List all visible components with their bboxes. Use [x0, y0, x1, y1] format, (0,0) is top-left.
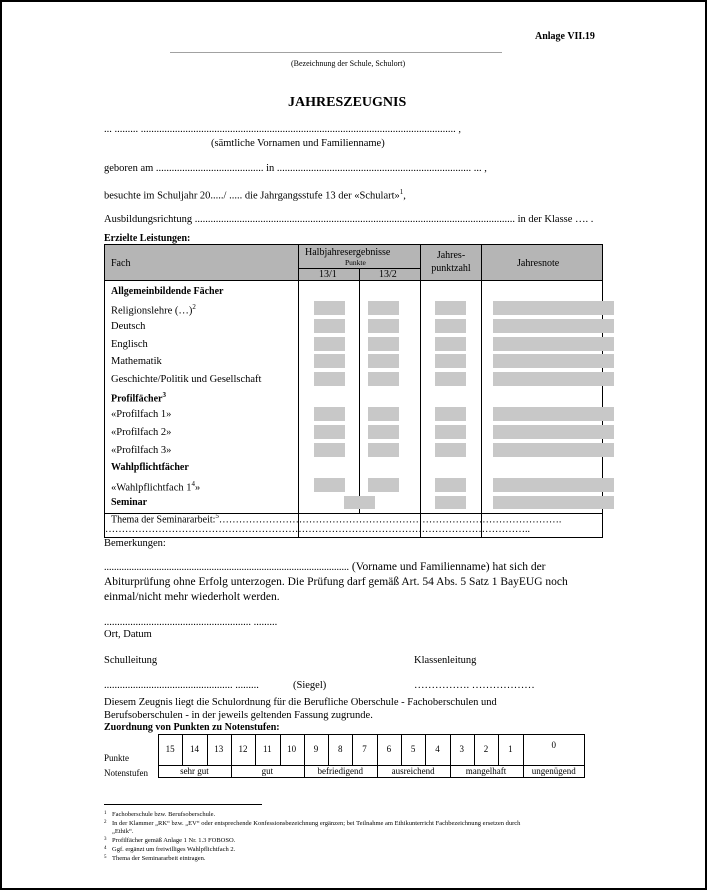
row-heading: Allgemeinbildende Fächer — [111, 286, 224, 297]
grade-field[interactable] — [314, 443, 345, 457]
col-halfyear-header: Halbjahresergebnisse — [305, 247, 391, 258]
mapping-divider — [425, 734, 426, 765]
grade-field[interactable] — [493, 301, 614, 315]
mapping-divider — [304, 734, 305, 765]
grade-field[interactable] — [314, 301, 345, 315]
footnote — [104, 811, 215, 818]
page-title: JAHRESZEUGNIS — [288, 95, 407, 110]
footnote-ref-3: 3 — [162, 391, 166, 399]
footnote — [104, 820, 520, 827]
points-cell: 12 — [238, 744, 248, 754]
grade-field[interactable] — [493, 337, 614, 351]
seminar-field[interactable] — [435, 496, 466, 509]
row-heading — [111, 391, 166, 404]
points-cell: 8 — [337, 744, 343, 754]
grade-field[interactable] — [493, 372, 614, 386]
principal-dots: ................................................. ......... — [104, 680, 259, 691]
mapping-divider — [328, 734, 329, 765]
grade-field[interactable] — [314, 337, 345, 351]
row-subject — [111, 480, 200, 494]
footnote-text: Thema der Seminararbeit eintragen. — [112, 854, 206, 862]
col-divider — [420, 245, 421, 537]
seminar-theme-dots: …………………………………………………………………………………………. — [218, 514, 562, 526]
grade-field[interactable] — [493, 354, 614, 368]
failure-name-dots: .................................................................................................. — [104, 562, 349, 573]
col-divider — [298, 245, 299, 537]
basis-line-1: Diesem Zeugnis liegt die Schulordnung für die Berufliche Oberschule - Fachoberschulen und — [104, 697, 497, 708]
grade-field[interactable] — [435, 301, 466, 315]
footnote — [104, 855, 206, 862]
grade-field[interactable] — [435, 337, 466, 351]
footnote-rule — [104, 804, 262, 805]
place-date-dots: ........................................................ ......... — [104, 617, 278, 628]
footnote-ref-4: 4 — [191, 480, 195, 488]
row-heading: Seminar — [111, 497, 148, 508]
points-cell: 4 — [435, 744, 440, 754]
points-cell: 7 — [362, 744, 367, 754]
seminar-theme-dots-2: ……………………………………………………………………………………………………………….. — [105, 524, 530, 535]
points-cell: 13 — [214, 744, 224, 754]
points-cell: 3 — [459, 744, 464, 754]
footnote-text: Ggf. ergänzt um freiwilliges Wahlpflichtfach 2. — [112, 845, 236, 853]
footnote-ref-1: 1 — [399, 188, 404, 196]
results-table — [104, 244, 603, 538]
mapping-divider — [280, 734, 281, 765]
grade-field[interactable] — [314, 354, 345, 368]
seminar-theme-label: Thema der Seminararbeit: — [111, 514, 216, 526]
mapping-divider — [450, 734, 451, 765]
footnote — [104, 846, 235, 853]
grade-field[interactable] — [435, 319, 466, 333]
points-cell: 9 — [313, 744, 319, 754]
grade-field[interactable] — [368, 319, 399, 333]
seminar-field[interactable] — [493, 496, 614, 509]
footnote-ref-2: 2 — [192, 303, 196, 311]
born-line: geboren am ......................................... in .......................................................................... ... , — [104, 163, 487, 174]
grade-cell: gut — [261, 766, 274, 776]
mapping-divider — [207, 734, 208, 765]
grade-field[interactable] — [435, 354, 466, 368]
name-caption: (sämtliche Vornamen und Familienname) — [211, 138, 385, 149]
grade-field[interactable] — [314, 478, 345, 492]
grade-field[interactable] — [368, 478, 399, 492]
remarks-label: Bemerkungen: — [104, 538, 166, 549]
grade-field[interactable] — [368, 337, 399, 351]
grade-field[interactable] — [493, 425, 614, 439]
grade-cell: sehr gut — [180, 766, 209, 776]
row-subject — [111, 303, 196, 317]
footnote-text: In der Klammer „RK“ bzw. „EV“ oder entsprechende Konfessionsbezeichnung ergänzen; bei Teilnahme am Ethikunterricht Fachbezeichnung ersetzen durch — [112, 819, 521, 827]
grade-field[interactable] — [368, 443, 399, 457]
school-dots: ...................................................................................................................................................................... — [170, 46, 502, 55]
principal-label: Schulleitung — [104, 655, 158, 666]
grade-field[interactable] — [435, 425, 466, 439]
grade-field[interactable] — [314, 407, 345, 421]
school-caption: (Bezeichnung der Schule, Schulort) — [291, 59, 406, 68]
mapping-table — [158, 734, 585, 778]
failure-line-3: einmal/nicht mehr wiederholt werden. — [104, 591, 280, 603]
grade-field[interactable] — [435, 407, 466, 421]
row-subject: Deutsch — [111, 321, 146, 332]
grade-cell: mangelhaft — [465, 766, 507, 776]
mapping-divider — [255, 734, 256, 765]
mapping-divider — [450, 765, 451, 778]
footnote-text: „Ethik“. — [112, 828, 134, 836]
grade-field[interactable] — [368, 372, 399, 386]
grade-cell: ausreichend — [391, 766, 435, 776]
points-cell: 11 — [263, 744, 272, 754]
mapping-divider — [474, 734, 475, 765]
annex-label: Anlage VII.19 — [535, 31, 595, 42]
mapping-divider — [498, 734, 499, 765]
col-subject-header: Fach — [111, 258, 131, 269]
grade-field[interactable] — [493, 443, 614, 457]
col-divider — [481, 245, 482, 537]
mapping-divider — [352, 734, 353, 765]
class-teacher-dots: ……………. ……………… — [414, 680, 535, 691]
mapping-divider — [401, 734, 402, 765]
class-teacher-label: Klassenleitung — [414, 655, 477, 666]
grade-field[interactable] — [493, 407, 614, 421]
row-subject: «Profilfach 2» — [111, 427, 172, 438]
mapping-divider — [231, 765, 232, 778]
direction-line: Ausbildungsrichtung .......................................................................................................................... in der Klasse …. . — [104, 214, 594, 225]
footnote-number: 5 — [104, 854, 107, 860]
footnote — [104, 828, 133, 835]
grade-field[interactable] — [435, 372, 466, 386]
points-cell: 15 — [165, 744, 175, 754]
col-divider — [359, 268, 360, 513]
attended-line — [104, 188, 406, 202]
mapping-grades-label: Notenstufen — [104, 768, 148, 778]
col-yearpoints-header: Jahres- punktzahl — [431, 250, 471, 274]
col-132-header: 13/2 — [379, 269, 397, 280]
grade-field[interactable] — [314, 372, 345, 386]
failure-line-1 — [104, 561, 546, 573]
grade-field[interactable] — [435, 443, 466, 457]
name-line: ... ......... ........................................................................................................................ , — [104, 124, 461, 135]
mapping-divider — [377, 734, 378, 765]
footnote-number: 2 — [104, 819, 107, 825]
col-points-header: Punkte — [345, 258, 366, 267]
points-cell: 2 — [483, 744, 489, 754]
row-subject: Geschichte/Politik und Gesellschaft — [111, 374, 262, 385]
grade-field[interactable] — [493, 319, 614, 333]
mapping-divider — [304, 765, 305, 778]
footnote-ref-5: 5 — [215, 512, 219, 520]
footnote-number: 3 — [104, 837, 107, 843]
mapping-divider — [231, 734, 232, 765]
footnote-text: Profilfächer gemäß Anlage 1 Nr. 1.3 FOBOSO. — [112, 837, 236, 845]
grade-field[interactable] — [314, 319, 345, 333]
grade-field[interactable] — [368, 407, 399, 421]
points-cell: 1 — [508, 744, 513, 754]
points-cell: 5 — [410, 744, 416, 754]
grade-field[interactable] — [435, 478, 466, 492]
seal-label: (Siegel) — [293, 680, 327, 691]
footnote-number: 4 — [104, 845, 107, 851]
grade-field[interactable] — [314, 425, 345, 439]
seminar-field[interactable] — [344, 496, 375, 509]
attended-end: , — [403, 190, 406, 202]
points-cell: 6 — [386, 744, 392, 754]
subject-label: «Wahlpflichtfach 1 — [111, 482, 192, 494]
grade-field[interactable] — [368, 301, 399, 315]
subject-label: Religionslehre (…) — [111, 305, 193, 317]
grade-cell: ungenügend — [531, 766, 576, 776]
col-grade-header: Jahresnote — [517, 258, 560, 269]
place-date-label: Ort, Datum — [104, 629, 152, 640]
points-cell: 0 — [551, 740, 556, 750]
footnote — [104, 837, 235, 844]
row-subject: «Profilfach 3» — [111, 445, 172, 456]
points-cell: 14 — [189, 744, 199, 754]
attended-text: besuchte im Schuljahr 20...../ ..... die Jahrgangsstufe 13 der «Schulart» — [104, 190, 400, 202]
row-subject: Mathematik — [111, 356, 162, 367]
heading-label: Profilfächer — [111, 393, 163, 405]
basis-line-2: Berufsoberschulen - in der jeweils geltenden Fassung zugrunde. — [104, 710, 373, 721]
subject-label-end: » — [195, 482, 201, 494]
grade-field[interactable] — [368, 354, 399, 368]
failure-line-1-text: (Vorname und Familienname) hat sich der — [349, 561, 546, 573]
col-131-header: 13/1 — [319, 269, 337, 280]
row-subject: «Profilfach 1» — [111, 409, 172, 420]
footnote-number: 1 — [104, 811, 107, 816]
row-subject: Englisch — [111, 339, 148, 350]
points-cell: 10 — [287, 744, 297, 754]
footnote-text: Fachoberschule bzw. Berufsoberschule. — [112, 811, 216, 818]
mapping-divider — [182, 734, 183, 765]
grade-cell: befriedigend — [317, 766, 363, 776]
mapping-points-label: Punkte — [104, 753, 130, 763]
row-heading: Wahlpflichtfächer — [111, 462, 189, 473]
grade-field[interactable] — [493, 478, 614, 492]
grade-field[interactable] — [368, 425, 399, 439]
results-heading: Erzielte Leistungen: — [104, 233, 191, 244]
mapping-heading: Zuordnung von Punkten zu Notenstufen: — [104, 722, 280, 733]
mapping-divider — [377, 765, 378, 778]
failure-line-2: Abiturprüfung ohne Erfolg unterzogen. Die Prüfung darf gemäß Art. 54 Abs. 5 Satz 1 BayEUG noch — [104, 576, 568, 588]
